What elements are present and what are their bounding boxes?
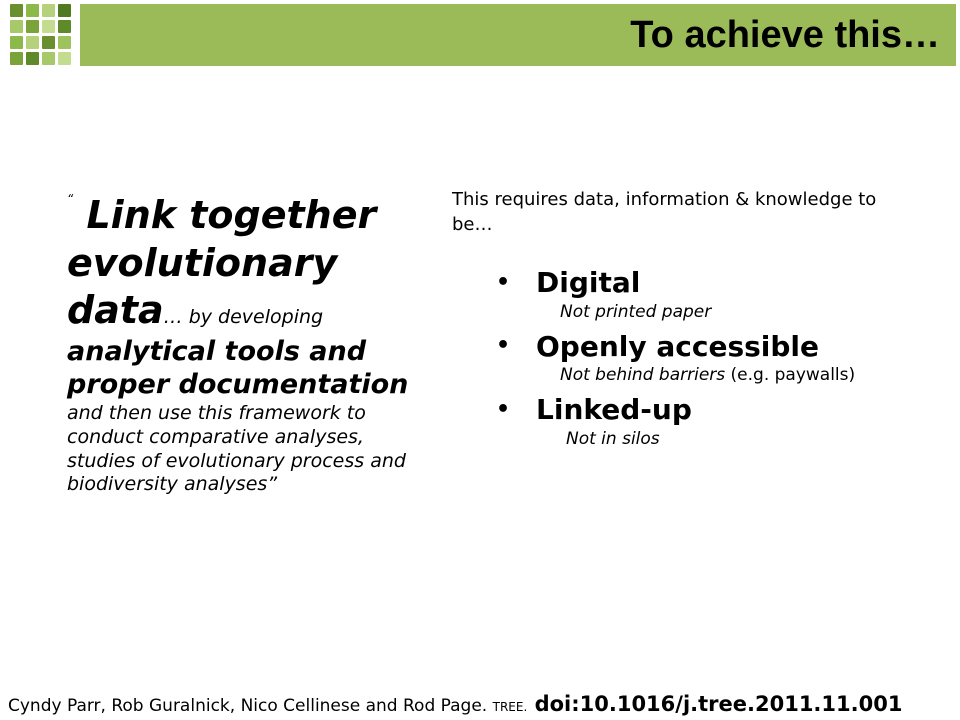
item-title: Digital	[536, 266, 641, 299]
logo-square	[26, 20, 39, 33]
item-title: Openly accessible	[536, 329, 820, 363]
citation-authors: Cyndy Parr, Rob Guralnick, Nico Cellinese and Rod Page.	[8, 696, 493, 716]
quote-block	[67, 192, 412, 497]
citation-journal: TREE.	[492, 700, 528, 714]
item-subtitle: Not printed paper	[560, 301, 712, 322]
list-item	[496, 393, 926, 449]
requires-text: This requires data, information & knowledge to be…	[452, 189, 877, 236]
quote-connector: … by developing	[163, 306, 324, 328]
logo-square	[58, 36, 71, 49]
logo-square	[58, 4, 71, 17]
logo-square	[26, 4, 39, 17]
logo-square	[26, 52, 39, 65]
title-bar	[80, 4, 956, 66]
logo-square	[58, 20, 71, 33]
quote-open-mark: “	[67, 192, 74, 206]
requirements-list	[496, 266, 926, 457]
item-title: Linked-up	[536, 393, 692, 427]
bullet-icon: •	[496, 269, 511, 295]
logo-square	[10, 20, 23, 33]
slide-title: To achieve this…	[630, 14, 940, 56]
bullet-icon: •	[496, 333, 511, 359]
item-subtitle-rest: (e.g. paywalls)	[725, 365, 856, 386]
logo-square	[58, 52, 71, 65]
list-item	[496, 266, 926, 322]
logo-square	[42, 4, 55, 17]
logo-square	[42, 20, 55, 33]
item-subtitle: Not behind barriers	[560, 365, 726, 386]
quote-and: and	[67, 402, 109, 424]
logo	[10, 4, 74, 68]
list-item	[496, 330, 926, 386]
quote-rest: then use this framework to conduct comparative analyses, studies of evolutionary process and biodiversity analyses”	[67, 402, 406, 496]
quote-tools: analytical tools and proper documentation	[67, 335, 409, 401]
citation-doi[interactable]: doi:10.1016/j.tree.2011.11.001	[527, 692, 903, 716]
quote-emphasis: Link together evolutionary data	[67, 193, 377, 332]
logo-square	[42, 36, 55, 49]
citation-footer	[8, 692, 902, 716]
logo-square	[42, 52, 55, 65]
item-subtitle: Not in silos	[566, 428, 660, 449]
logo-square	[26, 36, 39, 49]
logo-square	[10, 52, 23, 65]
bullet-icon: •	[496, 396, 511, 422]
logo-square	[10, 36, 23, 49]
logo-square	[10, 4, 23, 17]
